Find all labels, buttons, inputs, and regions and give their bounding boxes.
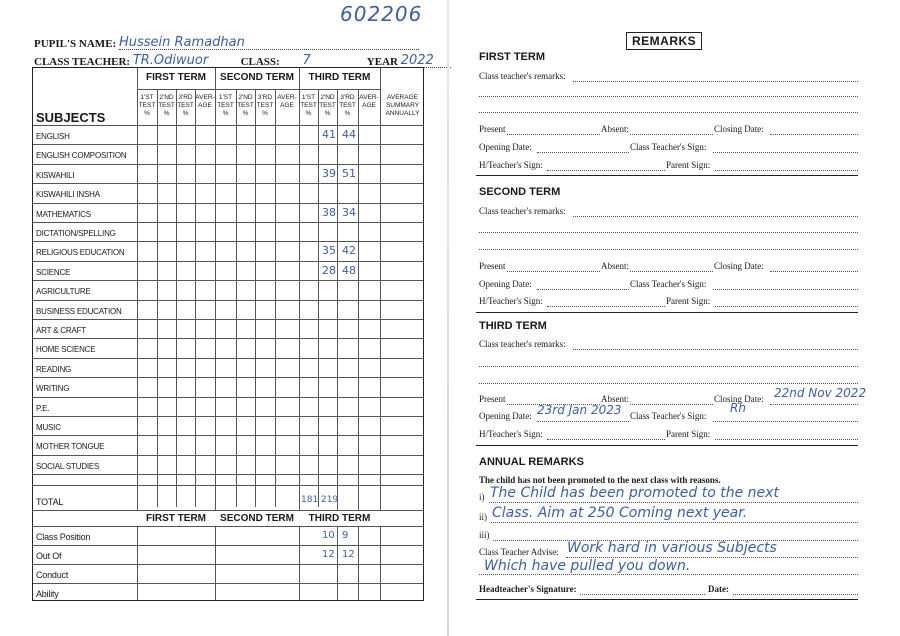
first-ct-sign-label: Class Teacher's Sign:: [630, 142, 707, 152]
third-term-score: 44: [342, 128, 356, 141]
subject-name: AGRICULTURE: [36, 287, 91, 297]
subject-name: MATHEMATICS: [36, 209, 91, 219]
second-opening-label: Opening Date:: [479, 279, 532, 289]
sub-col-header: 1'ST TEST %: [300, 94, 317, 117]
subject-name: ENGLISH COMPOSITION: [36, 151, 127, 161]
second-ct-sign-label: Class Teacher's Sign:: [630, 279, 707, 289]
bottom-row: [33, 546, 423, 565]
subject-name: HOME SCIENCE: [36, 345, 96, 355]
third-ct-sign-value: Rh: [730, 401, 746, 415]
sub-col-header: 2'ND TEST %: [158, 94, 175, 117]
third-term-score: 48: [342, 263, 356, 277]
bottom-row: [33, 565, 423, 584]
third-closing-label: Closing Date:: [714, 394, 764, 404]
first-ct-remarks-label: Class teacher's remarks:: [479, 71, 566, 81]
class-teacher-value: TR.Odiwuor: [132, 53, 209, 68]
sub-col-header: AVER- AGE: [195, 94, 215, 109]
second-ct-remarks-label: Class teacher's remarks:: [479, 206, 566, 216]
page-fold: [447, 0, 449, 636]
third-term-score: 28: [322, 263, 336, 277]
subject-name: BUSINESS EDUCATION: [36, 306, 122, 316]
subject-row: [33, 165, 423, 184]
third-opening-value: 23rd Jan 2023: [537, 403, 622, 417]
bottom-row-label: Ability: [36, 589, 59, 599]
subject-name: RELIGIOUS EDUCATION: [36, 248, 125, 258]
third-term-score: 38: [322, 205, 336, 219]
results-table: [32, 67, 424, 601]
third-term-score: 35: [322, 244, 336, 258]
advise-value-1: Work hard in various Subjects: [567, 540, 777, 556]
subject-name: KISWAHILI: [36, 170, 75, 180]
subject-name: ENGLISH: [36, 132, 70, 141]
date-label: Date:: [708, 584, 729, 594]
subject-row: [33, 378, 423, 397]
bottom-row-label: Conduct: [36, 570, 69, 580]
subject-row: [33, 281, 423, 300]
sub-col-header: 3'RD TEST %: [256, 94, 274, 117]
sub-col-header: 2'ND TEST %: [319, 94, 336, 117]
subject-row: [33, 126, 423, 145]
subject-name: READING: [36, 364, 72, 374]
subject-name: MUSIC: [36, 423, 61, 432]
total-third-t2: 219: [321, 495, 339, 505]
pupil-name-label: PUPIL'S NAME:: [34, 38, 117, 50]
third-absent-label: Absent:: [601, 394, 629, 404]
first-closing-label: Closing Date:: [714, 124, 764, 134]
not-promoted-label: The child has not been promoted to the next class with reasons.: [479, 475, 721, 485]
summary-col-header: AVERAGE SUMMARY ANNUALLY: [385, 94, 420, 117]
bottom-third-term: THIRD TERM: [308, 513, 371, 524]
third-opening-label: Opening Date:: [479, 411, 532, 421]
advise-value-2: Which have pulled you down.: [484, 558, 691, 574]
second-closing-label: Closing Date:: [714, 261, 764, 271]
subject-name: MOTHER TONGUE: [36, 442, 105, 452]
class-label: CLASS:: [240, 56, 280, 68]
reason-ii-value: Class. Aim at 250 Coming next year.: [492, 505, 748, 521]
third-term-score: 41: [322, 128, 336, 141]
third-present-label: Present: [479, 394, 506, 404]
third-ht-sign-label: H/Teacher's Sign:: [479, 429, 543, 439]
year-value: 2022: [400, 53, 434, 68]
subjects-header: SUBJECTS: [36, 110, 106, 125]
subject-row: [33, 359, 423, 378]
third-ct-remarks-label: Class teacher's remarks:: [479, 339, 566, 349]
class-teacher-label: CLASS TEACHER:: [34, 56, 131, 68]
subject-name: P.E.: [36, 403, 50, 413]
first-ht-sign-label: H/Teacher's Sign:: [479, 160, 543, 170]
first-opening-label: Opening Date:: [479, 142, 532, 152]
bottom-row: [33, 527, 423, 546]
bottom-first-term: FIRST TERM: [146, 513, 206, 524]
second-absent-label: Absent:: [601, 261, 629, 271]
third-ct-sign-label: Class Teacher's Sign:: [630, 411, 707, 421]
third-term-bottom-value: 12: [342, 549, 355, 560]
third-term-bottom-value: 10: [322, 530, 335, 541]
second-term-header: SECOND TERM: [220, 72, 294, 83]
second-parent-sign-label: Parent Sign:: [666, 296, 711, 306]
year-label: YEAR: [366, 56, 398, 68]
first-absent-label: Absent:: [601, 124, 629, 134]
sub-col-header: 2'ND TEST %: [237, 94, 254, 117]
bottom-row-label: Out Of: [36, 551, 62, 561]
advise-label: Class Teacher Advise:: [479, 547, 559, 557]
subject-row: [33, 398, 423, 417]
third-term-score: 39: [322, 166, 336, 180]
reason-i-value: The Child has been promoted to the next: [490, 485, 779, 501]
subject-name: DICTATION/SPELLING: [36, 229, 116, 238]
bottom-row-label: Class Position: [36, 532, 91, 542]
sub-col-header: 3'RD TEST %: [177, 94, 194, 117]
first-parent-sign-label: Parent Sign:: [666, 160, 711, 170]
third-term-score: 51: [342, 166, 356, 180]
first-term-header: FIRST TERM: [146, 72, 206, 83]
first-term-heading: FIRST TERM: [479, 51, 545, 63]
second-present-label: Present: [479, 261, 506, 271]
bottom-row: [33, 584, 423, 603]
subject-row: [33, 204, 423, 223]
subject-name: SOCIAL STUDIES: [36, 461, 100, 471]
total-label: TOTAL: [36, 497, 64, 507]
third-term-score: 42: [342, 244, 356, 258]
subject-name: KISWAHILI INSHA: [36, 190, 100, 200]
sub-col-header: AVER- AGE: [359, 94, 379, 109]
third-term-heading: THIRD TERM: [479, 320, 547, 332]
subject-row: [33, 417, 423, 436]
sub-col-header: 1'ST TEST %: [217, 94, 234, 117]
reason-iii-label: iii): [479, 530, 490, 540]
subject-row: [33, 320, 423, 339]
sub-col-header: 1'ST TEST %: [138, 94, 156, 117]
annual-remarks-heading: ANNUAL REMARKS: [479, 456, 584, 468]
headteacher-signature-label: Headteacher's Signature:: [479, 584, 577, 594]
subject-name: SCIENCE: [36, 267, 71, 277]
third-term-score: 34: [342, 205, 356, 219]
third-parent-sign-label: Parent Sign:: [666, 429, 711, 439]
remarks-title: REMARKS: [626, 32, 702, 50]
third-term-bottom-value: 9: [342, 530, 349, 541]
subject-row: [33, 262, 423, 281]
pupil-name-value: Hussein Ramadhan: [118, 35, 245, 50]
reason-i-label: i): [479, 492, 485, 502]
third-closing-value: 22nd Nov 2022: [774, 386, 867, 400]
first-present-label: Present: [479, 124, 506, 134]
second-ht-sign-label: H/Teacher's Sign:: [479, 296, 543, 306]
second-term-heading: SECOND TERM: [479, 186, 561, 198]
class-value: 7: [302, 53, 311, 68]
total-row: [33, 485, 423, 511]
reason-ii-label: ii): [479, 512, 487, 522]
sub-col-header: 3'RD TEST %: [339, 94, 356, 117]
subject-name: WRITING: [36, 384, 70, 394]
bottom-second-term: SECOND TERM: [220, 513, 294, 524]
sub-col-header: AVER- AGE: [277, 94, 297, 109]
document-number: 602206: [340, 2, 423, 26]
total-third-t1: 181: [301, 495, 319, 505]
third-term-bottom-value: 12: [322, 549, 335, 560]
pupil-name-line: [34, 35, 419, 50]
third-term-header: THIRD TERM: [308, 72, 371, 83]
subject-name: ART & CRAFT: [36, 326, 86, 335]
